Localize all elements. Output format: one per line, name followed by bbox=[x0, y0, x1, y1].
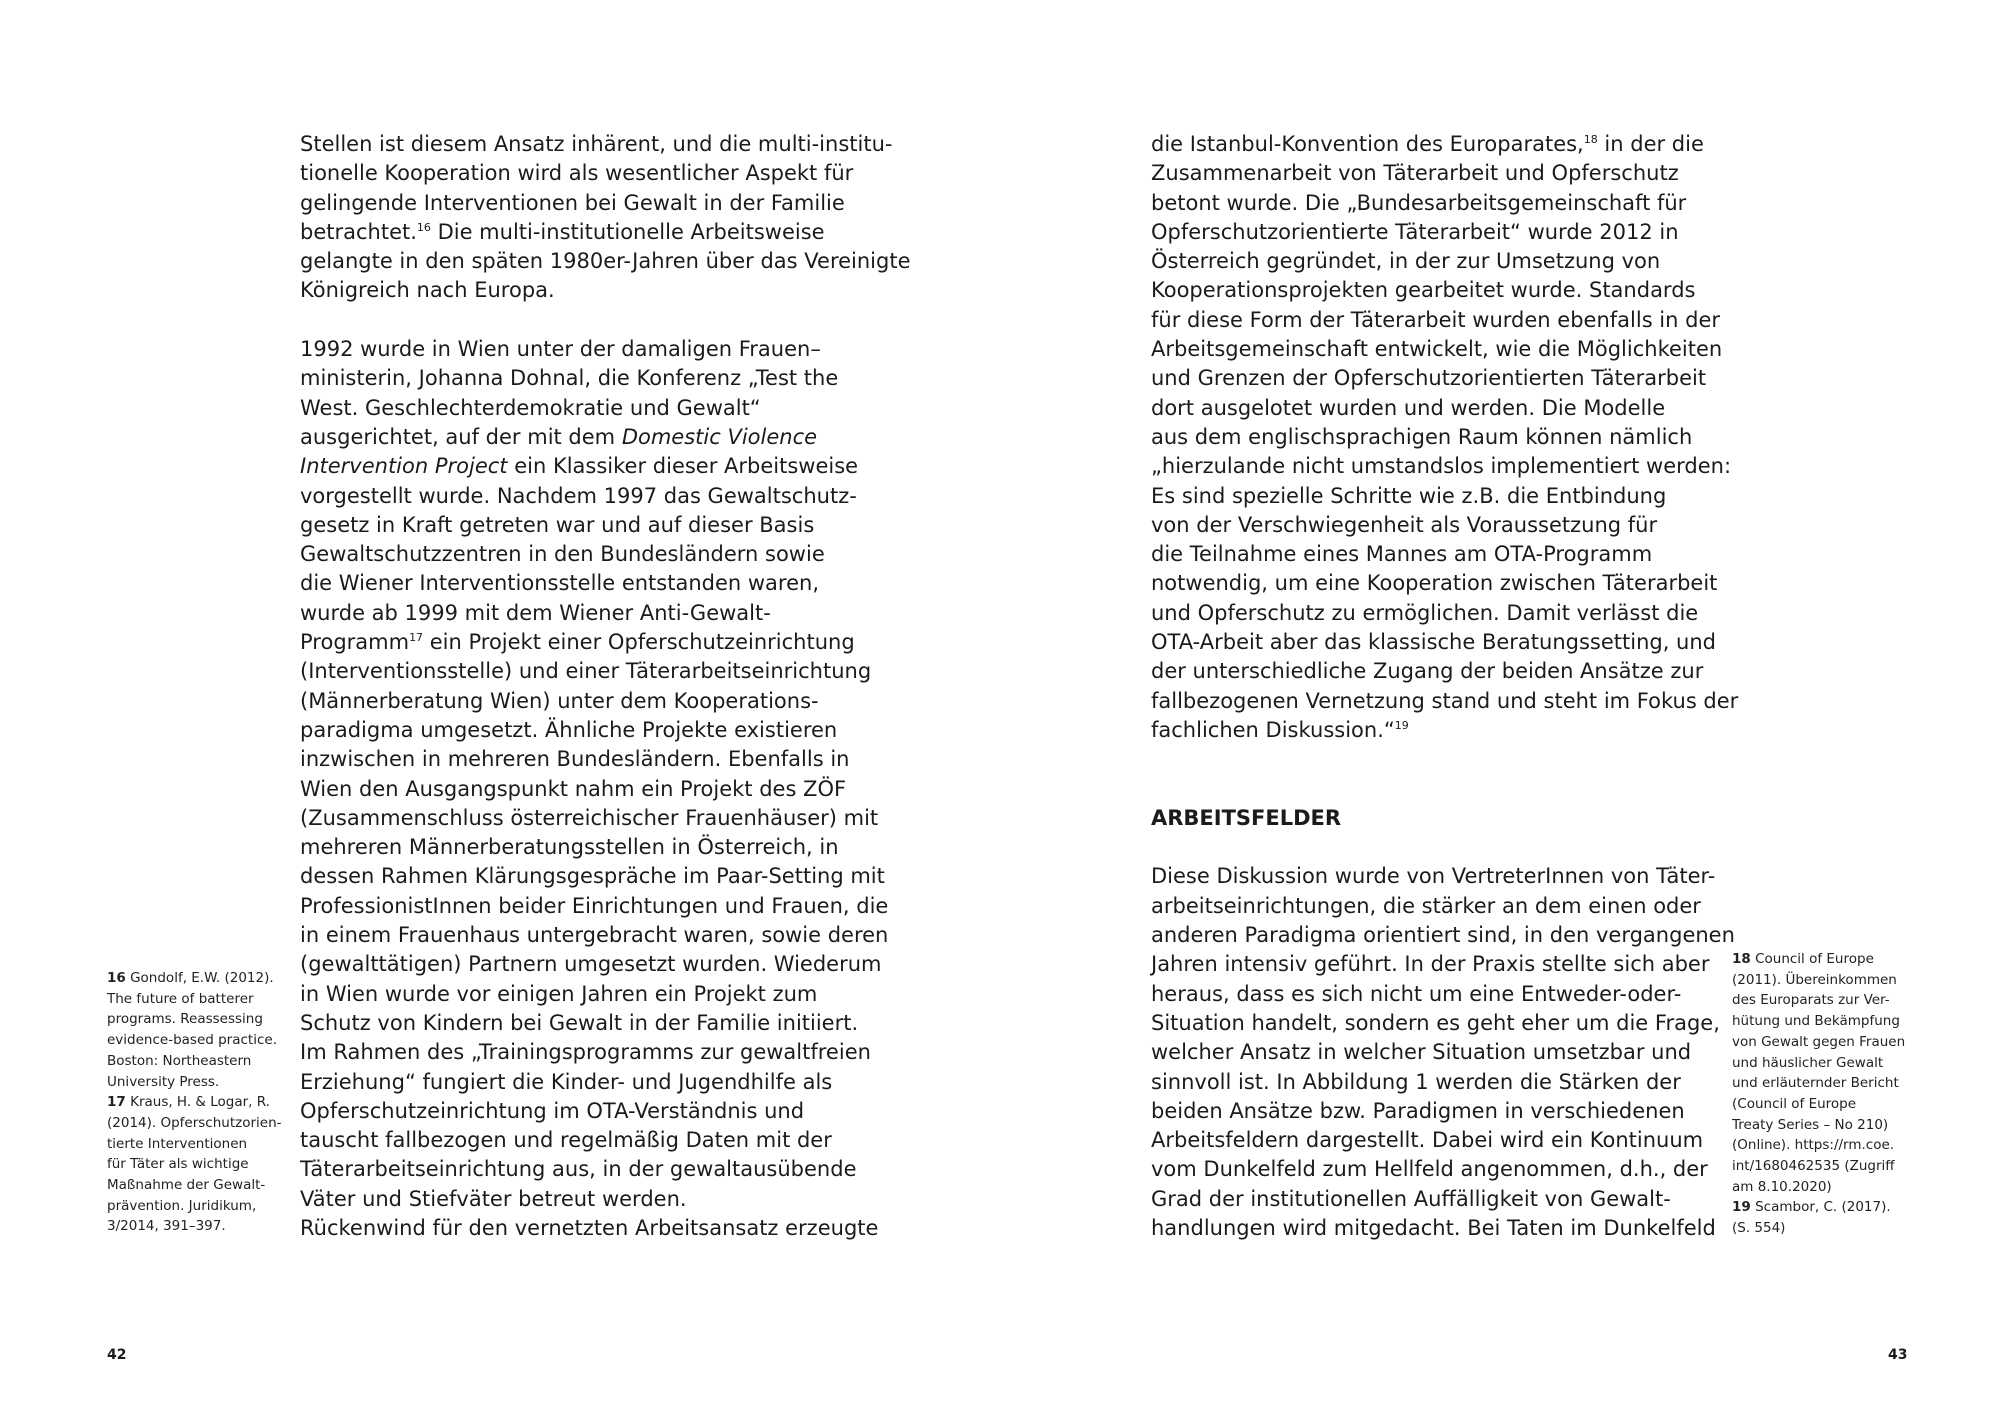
footnote-line: für Täter als wichtige bbox=[107, 1156, 249, 1173]
footnote-line: Boston: Northeastern bbox=[107, 1052, 252, 1069]
text-line: betont wurde. Die „Bundesarbeitsgemeinschaft für bbox=[1151, 190, 1687, 215]
text-line: (Interventionsstelle) und einer Täterarbeitseinrichtung bbox=[300, 659, 872, 684]
text-line: OTA-Arbeit aber das klassische Beratungssetting, und bbox=[1151, 630, 1717, 655]
footnote-line: 3/2014, 391–397. bbox=[107, 1218, 226, 1235]
footnote-line: Maßnahme der Gewalt- bbox=[107, 1177, 266, 1194]
italic-title: Domestic Violence bbox=[621, 424, 818, 449]
text-run: ein Klassiker dieser Arbeitsweise bbox=[507, 454, 859, 479]
text-line: Opferschutzeinrichtung im OTA-Verständnis und bbox=[300, 1098, 805, 1123]
text-line: gelangte in den späten 1980er-Jahren über das Vereinigte bbox=[300, 249, 911, 274]
text-line: fallbezogenen Vernetzung stand und steht im Fokus der bbox=[1151, 688, 1739, 713]
text-line: Es sind spezielle Schritte wie z.B. die Entbindung bbox=[1151, 483, 1667, 508]
footnote-line: des Europarats zur Ver- bbox=[1732, 992, 1890, 1009]
text-line: dessen Rahmen Klärungsgespräche im Paar-Setting mit bbox=[300, 864, 885, 889]
footnote-line bbox=[107, 968, 292, 989]
text-line: Rückenwind für den vernetzten Arbeitsansatz erzeugte bbox=[300, 1215, 879, 1240]
text-line: notwendig, um eine Kooperation zwischen Täterarbeit bbox=[1151, 571, 1718, 596]
text-run: ausgerichtet, auf der mit dem bbox=[300, 424, 622, 449]
footnote-line bbox=[107, 1092, 292, 1113]
text-line: vom Dunkelfeld zum Hellfeld angenommen, d.h., der bbox=[1151, 1157, 1708, 1182]
footnote-text: Gondolf, E.W. (2012). bbox=[125, 970, 274, 986]
text-line: Opferschutzorientierte Täterarbeit“ wurde 2012 in bbox=[1151, 219, 1679, 244]
text-line: Österreich gegründet, in der zur Umsetzung von bbox=[1151, 249, 1661, 274]
footnote-number: 17 bbox=[107, 1094, 126, 1111]
footnote-text: Kraus, H. & Logar, R. bbox=[125, 1094, 270, 1111]
text-line: 1992 wurde in Wien unter der damaligen Frauen– bbox=[300, 337, 821, 362]
footnote-line: hütung und Bekämpfung bbox=[1732, 1013, 1900, 1030]
text-line: (gewalttätigen) Partnern umgesetzt wurden. Wiederum bbox=[300, 952, 882, 977]
text-line: beiden Ansätze bzw. Paradigmen in verschiedenen bbox=[1151, 1098, 1685, 1123]
text-line: tauscht fallbezogen und regelmäßig Daten mit der bbox=[300, 1128, 832, 1153]
text-line: Kooperationsprojekten gearbeitet wurde. Standards bbox=[1151, 278, 1696, 303]
footnote-number: 19 bbox=[1732, 1199, 1751, 1216]
text-run: betrachtet. bbox=[300, 219, 417, 244]
text-line: Jahren intensiv geführt. In der Praxis stellte sich aber bbox=[1151, 952, 1710, 977]
text-line: die Wiener Interventionsstelle entstanden waren, bbox=[300, 571, 820, 596]
footnote-number: 16 bbox=[107, 970, 126, 986]
footnote-line: (2014). Opferschutzorien- bbox=[107, 1114, 282, 1131]
footnote-ref: 18 bbox=[1583, 133, 1598, 146]
footnote-line: tierte Interventionen bbox=[107, 1135, 248, 1152]
text-line: die Teilnahme eines Mannes am OTA-Programm bbox=[1151, 542, 1653, 567]
text-run: ein Projekt einer Opferschutzeinrichtung bbox=[423, 630, 855, 655]
text-line: „hierzulande nicht umstandslos implementiert werden: bbox=[1151, 454, 1732, 479]
paragraph-gap bbox=[1151, 833, 1721, 862]
text-line: Grad der institutionellen Auffälligkeit von Gewalt- bbox=[1151, 1186, 1671, 1211]
right-page-body bbox=[1151, 130, 1739, 1243]
text-line: dort ausgelotet wurden und werden. Die Modelle bbox=[1151, 395, 1666, 420]
text-run: in der die bbox=[1597, 132, 1704, 156]
footnote-line: und erläuternder Bericht bbox=[1732, 1075, 1899, 1092]
text-line: arbeitseinrichtungen, die stärker an dem einen oder bbox=[1151, 893, 1701, 918]
text-line: und Grenzen der Opferschutzorientierten Täterarbeit bbox=[1151, 366, 1707, 391]
text-line: in einem Frauenhaus untergebracht waren, sowie deren bbox=[300, 923, 889, 948]
text-line: Täterarbeitseinrichtung aus, in der gewaltausübende bbox=[300, 1157, 857, 1182]
page-number-left: 42 bbox=[107, 1347, 127, 1363]
footnote-number: 18 bbox=[1732, 951, 1751, 967]
text-line: von der Verschwiegenheit als Voraussetzung für bbox=[1151, 512, 1658, 537]
footnote-line: und häuslicher Gewalt bbox=[1732, 1054, 1884, 1071]
text-line: in Wien wurde vor einigen Jahren ein Projekt zum bbox=[300, 981, 818, 1006]
text-line: für diese Form der Täterarbeit wurden ebenfalls in der bbox=[1151, 307, 1721, 332]
page-number-right: 43 bbox=[1888, 1347, 1908, 1363]
text-line: tionelle Kooperation wird als wesentlicher Aspekt für bbox=[300, 161, 854, 186]
footnote-line: am 8.10.2020) bbox=[1732, 1178, 1832, 1195]
text-line: Wien den Ausgangspunkt nahm ein Projekt des ZÖF bbox=[300, 776, 847, 801]
text-line: Zusammenarbeit von Täterarbeit und Opferschutz bbox=[1151, 161, 1679, 186]
text-line bbox=[300, 218, 880, 247]
text-line: Diese Diskussion wurde von VertreterInnen von Täter- bbox=[1151, 864, 1716, 889]
text-line bbox=[300, 452, 880, 481]
text-line: Gewaltschutzzentren in den Bundesländern sowie bbox=[300, 542, 825, 567]
text-line: Königreich nach Europa. bbox=[300, 278, 555, 303]
right-page-footnotes bbox=[1732, 949, 1932, 1239]
text-line bbox=[1151, 130, 1721, 159]
left-page-body bbox=[300, 130, 911, 1243]
left-page-footnotes bbox=[107, 968, 292, 1237]
paragraph-gap bbox=[1151, 745, 1721, 774]
footnote-line: (Council of Europe bbox=[1732, 1095, 1857, 1112]
text-line: und Opferschutz zu ermöglichen. Damit verlässt die bbox=[1151, 600, 1699, 625]
text-line: der unterschiedliche Zugang der beiden Ansätze zur bbox=[1151, 659, 1704, 684]
text-line: ministerin, Johanna Dohnal, die Konferenz „Test the bbox=[300, 366, 839, 391]
text-line: (Männerberatung Wien) unter dem Kooperations- bbox=[300, 688, 819, 713]
text-line: heraus, dass es sich nicht um eine Entweder-oder- bbox=[1151, 981, 1682, 1006]
footnote-line: The future of batterer bbox=[107, 990, 254, 1007]
text-line: Stellen ist diesem Ansatz inhärent, und die multi-institu- bbox=[300, 132, 893, 156]
footnote-line: (2011). Übereinkommen bbox=[1732, 971, 1897, 988]
paragraph-gap bbox=[300, 306, 880, 335]
text-line: Arbeitsfeldern dargestellt. Dabei wird ein Kontinuum bbox=[1151, 1128, 1704, 1153]
footnote-line bbox=[1732, 949, 1932, 970]
text-line: Situation handelt, sondern es geht eher um die Frage, bbox=[1151, 1010, 1720, 1035]
text-line bbox=[300, 423, 880, 452]
footnote-line: int/1680462535 (Zugriff bbox=[1732, 1158, 1895, 1175]
text-line: paradigma umgesetzt. Ähnliche Projekte existieren bbox=[300, 717, 838, 742]
text-line: West. Geschlechterdemokratie und Gewalt“ bbox=[300, 395, 761, 420]
footnote-ref: 17 bbox=[409, 631, 424, 645]
text-line: Erziehung“ fungiert die Kinder- und Jugendhilfe als bbox=[300, 1069, 833, 1094]
text-line: Arbeitsgemeinschaft entwickelt, wie die Möglichkeiten bbox=[1151, 337, 1723, 362]
footnote-ref: 16 bbox=[416, 220, 431, 234]
text-line bbox=[1151, 716, 1721, 745]
text-line: Väter und Stiefväter betreut werden. bbox=[300, 1186, 687, 1211]
footnote-line: University Press. bbox=[107, 1073, 220, 1090]
text-line: sinnvoll ist. In Abbildung 1 werden die Stärken der bbox=[1151, 1069, 1681, 1094]
text-run: fachlichen Diskussion.“ bbox=[1151, 717, 1395, 742]
text-run: die Istanbul-Konvention des Europarates, bbox=[1151, 132, 1584, 156]
text-line: Schutz von Kindern bei Gewalt in der Familie initiiert. bbox=[300, 1010, 859, 1035]
footnote-text: Council of Europe bbox=[1750, 951, 1874, 967]
footnote-line bbox=[1732, 1197, 1932, 1218]
text-line: gelingende Interventionen bei Gewalt in der Familie bbox=[300, 190, 845, 215]
text-line: welcher Ansatz in welcher Situation umsetzbar und bbox=[1151, 1040, 1692, 1065]
footnote-line: prävention. Juridikum, bbox=[107, 1197, 257, 1214]
text-line: handlungen wird mitgedacht. Bei Taten im Dunkelfeld bbox=[1151, 1215, 1716, 1240]
text-run: Programm bbox=[300, 630, 410, 655]
footnote-line: (Online). https://rm.coe. bbox=[1732, 1137, 1895, 1154]
text-line: ProfessionistInnen beider Einrichtungen und Frauen, die bbox=[300, 893, 889, 918]
footnote-line: (S. 554) bbox=[1732, 1220, 1786, 1237]
text-line: anderen Paradigma orientiert sind, in den vergangenen bbox=[1151, 923, 1735, 948]
footnote-line: von Gewalt gegen Frauen bbox=[1732, 1033, 1906, 1050]
text-run: Die multi-institutionelle Arbeitsweise bbox=[430, 219, 825, 244]
section-heading: ARBEITSFELDER bbox=[1151, 805, 1342, 830]
text-line: gesetz in Kraft getreten war und auf dieser Basis bbox=[300, 512, 815, 537]
text-line: aus dem englischsprachigen Raum können nämlich bbox=[1151, 424, 1693, 449]
text-line: Im Rahmen des „Trainingsprogramms zur gewaltfreien bbox=[300, 1040, 871, 1065]
footnote-line: Treaty Series – No 210) bbox=[1732, 1116, 1889, 1133]
text-line: (Zusammenschluss österreichischer Frauenhäuser) mit bbox=[300, 805, 879, 830]
text-line: mehreren Männerberatungsstellen in Österreich, in bbox=[300, 835, 839, 860]
footnote-text: Scambor, C. (2017). bbox=[1750, 1199, 1891, 1216]
paragraph-gap bbox=[1151, 775, 1721, 804]
text-line: inzwischen in mehreren Bundesländern. Ebenfalls in bbox=[300, 747, 850, 772]
text-line: vorgestellt wurde. Nachdem 1997 das Gewaltschutz- bbox=[300, 483, 857, 508]
text-line bbox=[300, 628, 880, 657]
footnote-ref: 19 bbox=[1394, 718, 1409, 732]
footnote-line: evidence-based practice. bbox=[107, 1032, 277, 1049]
footnote-line: programs. Reassessing bbox=[107, 1011, 263, 1028]
text-line: wurde ab 1999 mit dem Wiener Anti-Gewalt- bbox=[300, 600, 771, 625]
italic-title: Intervention Project bbox=[300, 454, 508, 479]
